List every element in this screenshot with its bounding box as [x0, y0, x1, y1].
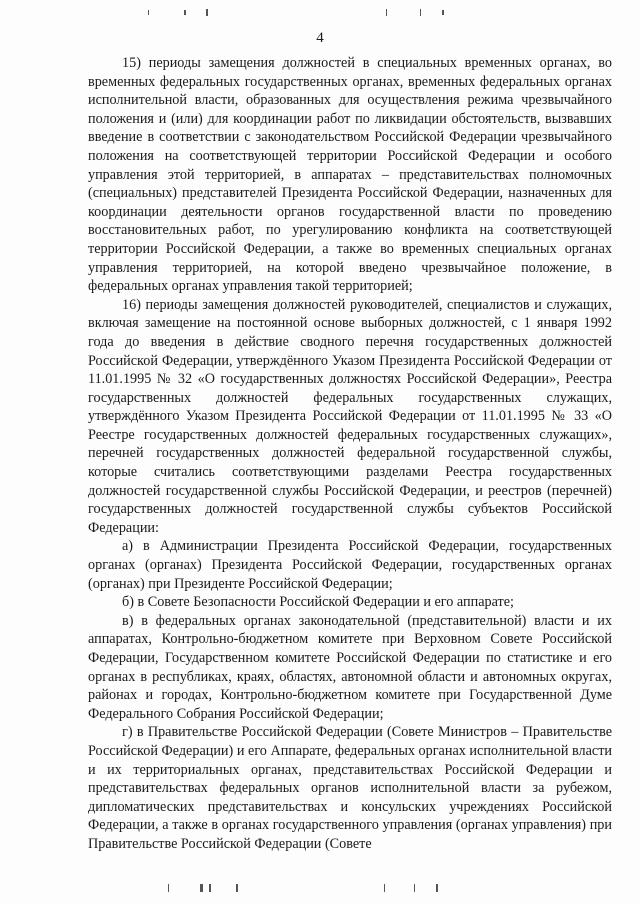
subparagraph-a: а) в Администрации Президента Российской Федерации, государственных органах (органах) Президента Российской Федерации, государственных органах (органах) при Президенте Российской Федерации;: [88, 538, 612, 592]
scan-mark: [436, 884, 438, 892]
scan-mark: [386, 9, 387, 16]
subparagraph-g: г) в Правительстве Российской Федерации (Совете Министров – Правительстве Российской Федерации) и его Аппарате, федеральных органах исполнительной власти и их территориальных органах, представительствах Российской Федерации и представительствах федеральных органов исполнительной власти за рубежом, дипломатических представительствах и консульских учреждениях Российской Федерации, а также в органах государственного управления (органах управления) при Правительстве Российской Федерации (Совете: [88, 724, 612, 852]
scan-mark: [206, 9, 208, 16]
scan-mark: [184, 10, 186, 15]
subparagraph-v: в) в федеральных органах законодательной (представительной) власти и их аппаратах, Контрольно-бюджетном комитете при Верховном Совете Российской Федерации, Государственном комитете Российской Федерации по статистике и его органах в республиках, краях, областях, автономной области и автономных округах, районах и городах, Контрольно-бюджетном комитете при Государственной Думе Федерального Собрания Российской Федерации;: [88, 612, 612, 722]
scan-mark: [442, 10, 444, 15]
scan-mark: [209, 884, 211, 892]
scan-mark: [168, 884, 169, 892]
scan-mark: [420, 9, 421, 16]
page-number: 4: [316, 30, 324, 46]
scan-mark: [384, 884, 385, 892]
paragraph-item-16: 16) периоды замещения должностей руководителей, специалистов и служащих, включая замещение на постоянной основе выборных должностей, с 1 января 1992 года до введения в действие сводного перечня государственных должностей Российской Федерации, утверждённого Указом Президента Российской Федерации от 11.01.1995 № 32 «О государственных должностях Российской Федерации», Реестра государственных должностей федеральных государственных служащих, утверждённого Указом Президента Российской Федерации от 11.01.1995 № 33 «О Реестре государственных должностей федеральных государственных служащих», перечней государственных должностей федеральной государственной службы, которые считались соответствующими разделами Реестра государственных должностей государственной службы Российской Федерации, и реестров (перечней) государственных должностей государственной службы субъектов Российской Федерации:: [88, 296, 612, 536]
subparagraph-b: б) в Совете Безопасности Российской Федерации и его аппарате;: [122, 594, 514, 611]
scan-mark: [148, 10, 149, 15]
scan-mark: [236, 884, 238, 892]
document-body: [88, 54, 612, 854]
scan-mark: [414, 884, 415, 892]
paragraph-item-15: 15) периоды замещения должностей в специальных временных органах, во временных федеральных государственных органах, временных федеральных органах исполнительной власти, образованных для осуществления режима чрезвычайного положения и (или) для координации работ по ликвидации обстоятельств, вызвавших введение в соответствии с законодательством Российской Федерации чрезвычайного положения на соответствующей территории Российской Федерации и особого управления этой территорией, в аппаратах – представительствах полномочных (специальных) представителей Президента Российской Федерации, назначенных для координации деятельности органов государственной власти по проведению восстановительных работ, по урегулированию конфликта на соответствующей территории Российской Федерации, а также во временных специальных органах управления территорией, на которой введено чрезвычайное положение, в федеральных органах управления такой территорией;: [88, 55, 612, 295]
scan-mark: [200, 884, 203, 892]
